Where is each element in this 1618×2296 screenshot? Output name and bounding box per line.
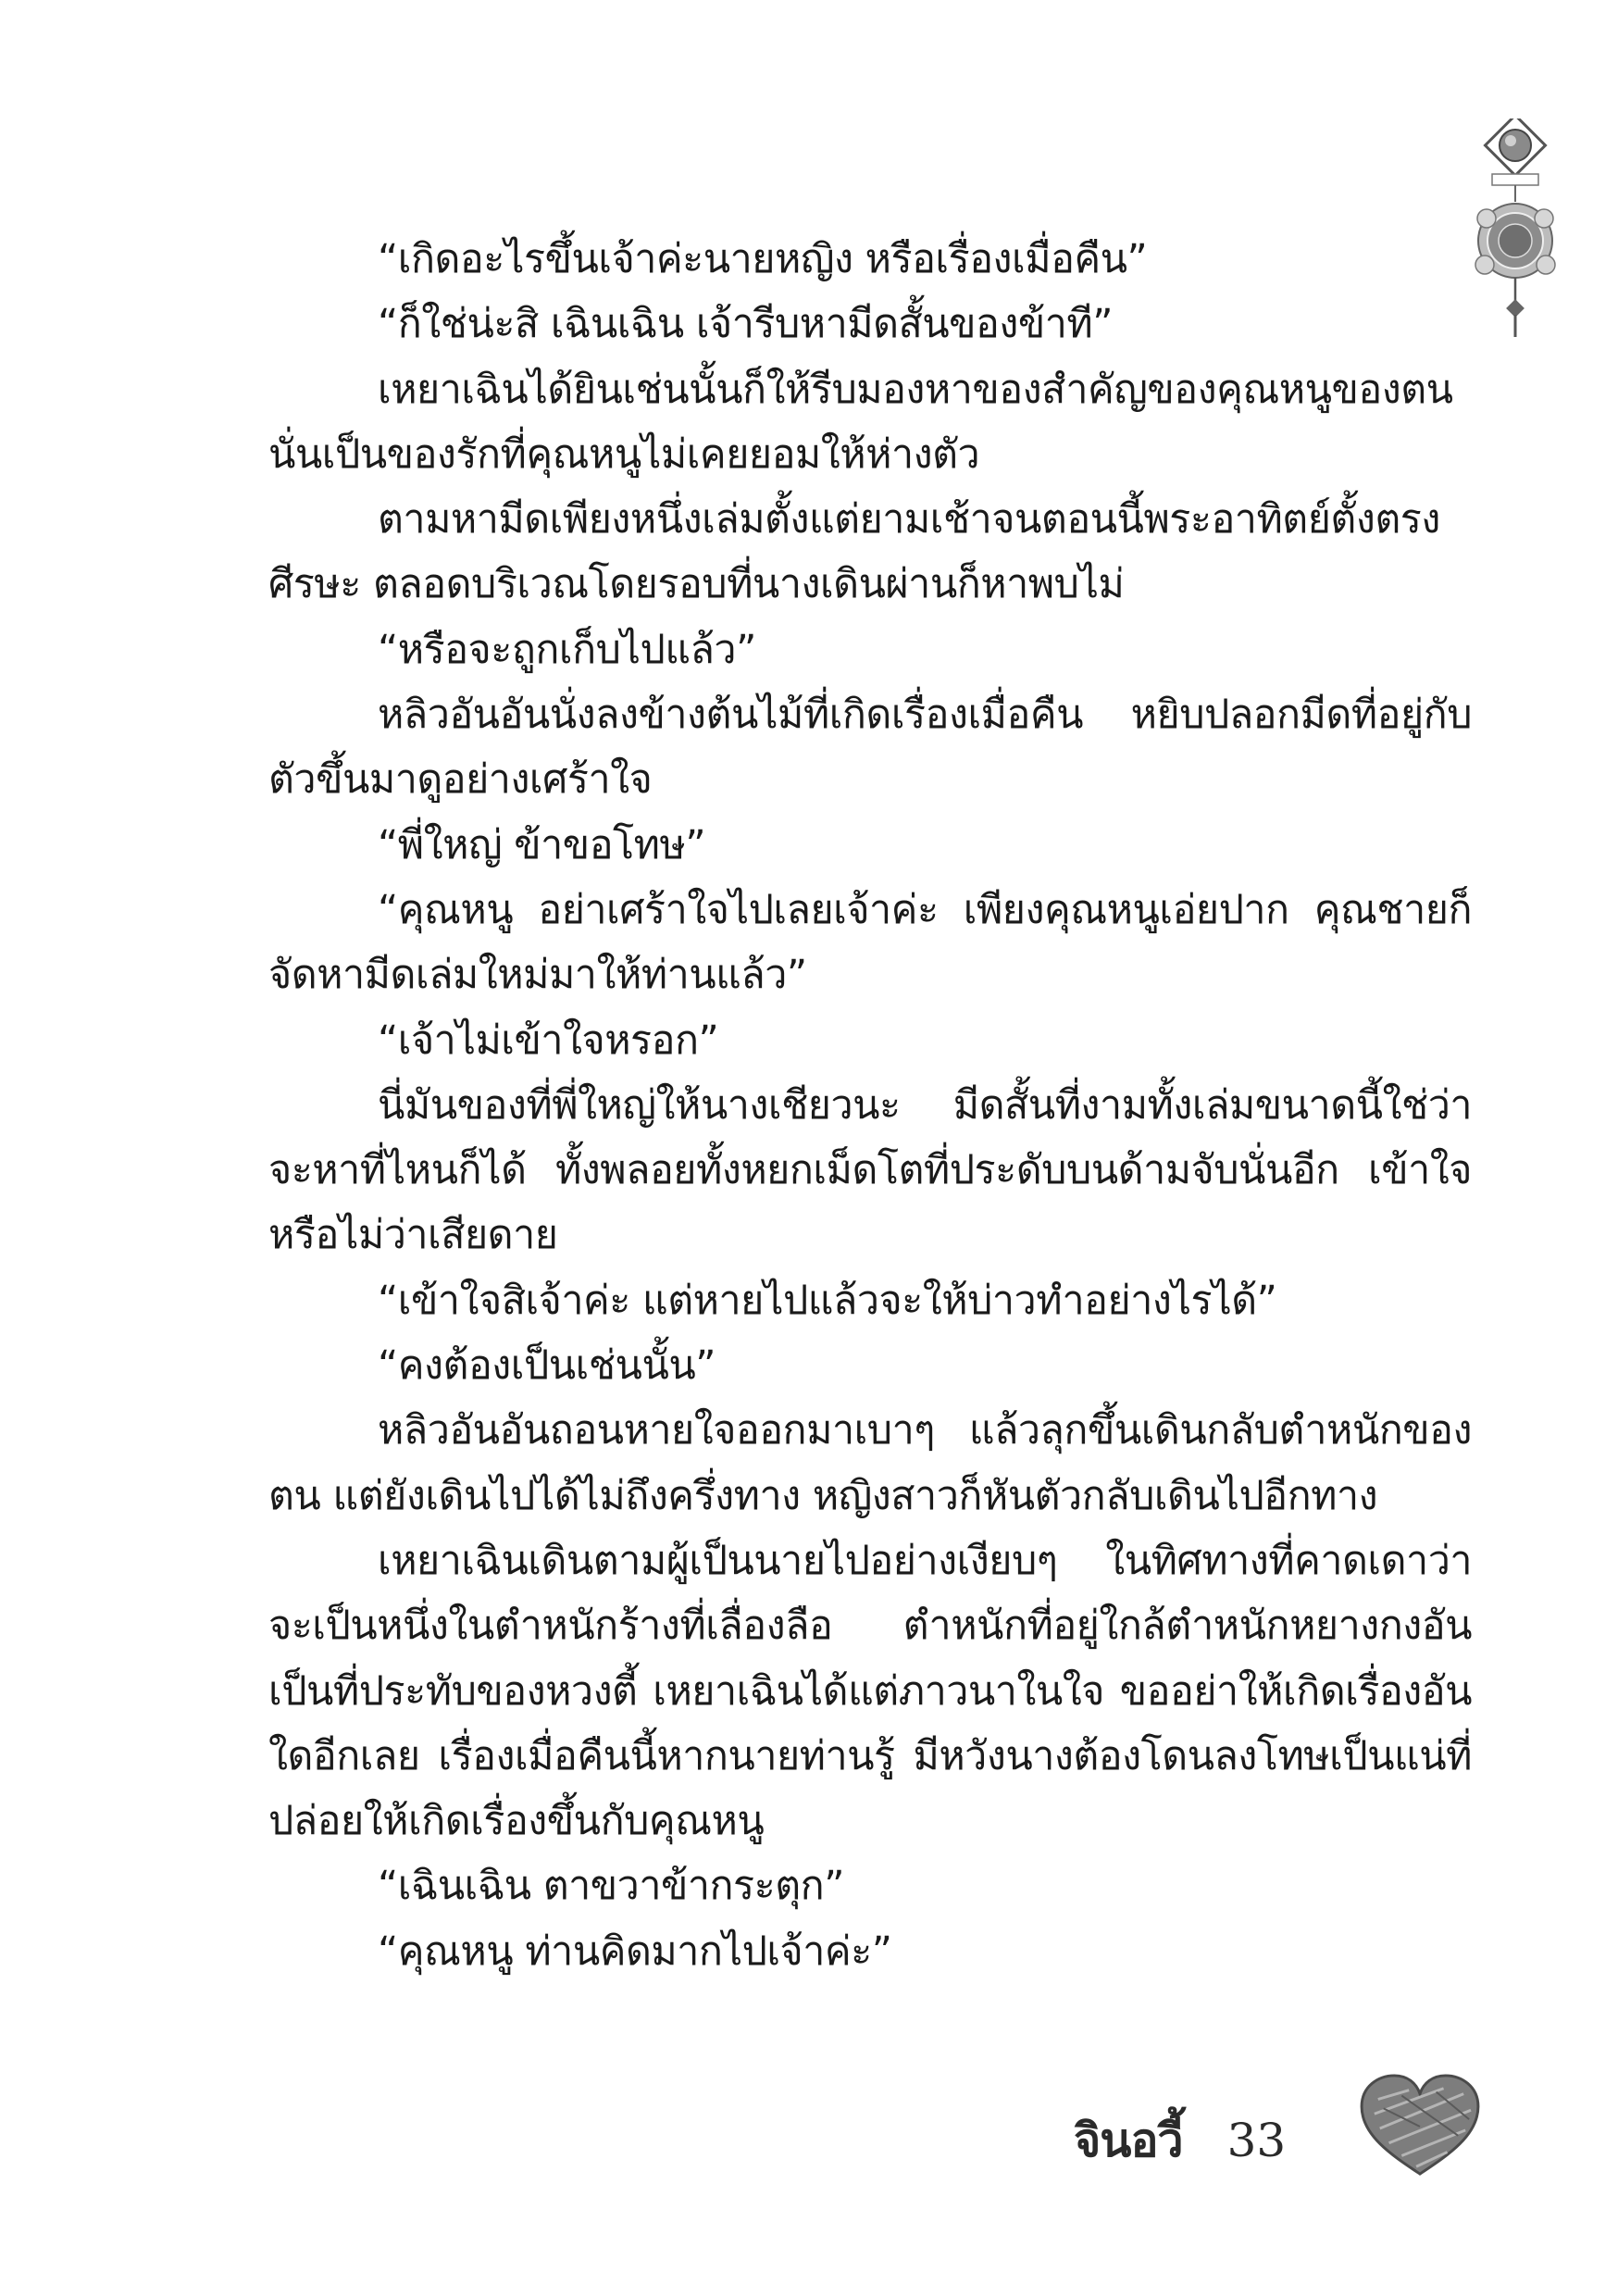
paragraph: “คงต้องเป็นเช่นนั้น” (378, 1342, 716, 1390)
paragraph: เหยาเฉินเดินตามผู้เป็นนายไปอย่างเงียบๆ ในทิศทางที่คาดเดาว่าจะเป็นหนึ่งในตำหนักร้างที่เลื่องลือ ตำหนักที่อยู่ใกล้ตำหนักหยางกงอันเป็นที่ประทับของหวงตี้ เหยาเฉินได้แต่ภาวนาในใจ ขออย่าให้เกิดเรื่องอันใดอีกเลย เรื่องเมื่อคืนนี้หากนายท่านรู้ มีหวังนางต้องโดนลงโทษเป็นแน่ที่ปล่อยให้เกิดเรื่องขึ้นกับคุณหนู (268, 1537, 1472, 1845)
page-number: 33 (1226, 2114, 1287, 2167)
paragraph: “เกิดอะไรขึ้นเจ้าค่ะนายหญิง หรือเรื่องเมื่อคืน” (378, 236, 1148, 282)
paragraph: “เฉินเฉิน ตาขวาข้ากระตุก” (378, 1863, 844, 1910)
paragraph: “คุณหนู ท่านคิดมากไปเจ้าค่ะ” (378, 1928, 892, 1975)
paragraph: นี่มันของที่พี่ใหญ่ให้นางเชียวนะ มีดสั้นที่งามทั้งเล่มขนาดนี้ใช่ว่าจะหาที่ไหนก็ได้ ทั้งพลอยทั้งหยกเม็ดโตที่ประดับบนด้ามจับนั่นอีก เข้าใจหรือไม่ว่าเสียดาย (268, 1081, 1472, 1259)
paragraph: หลิวอันอันถอนหายใจออกมาเบาๆ แล้วลุกขึ้นเดินกลับตำหนักของตน แต่ยังเดินไปได้ไม่ถึงครึ่งทาง หญิงสาวก็หันตัวกลับเดินไปอีกทาง (268, 1407, 1472, 1519)
page-footer (1074, 2103, 1286, 2177)
body-text (268, 227, 1472, 1984)
paragraph: “เข้าใจสิเจ้าค่ะ แต่หายไปแล้วจะให้บ่าวทำอย่างไรได้” (378, 1277, 1277, 1324)
paragraph: “หรือจะถูกเก็บไปแล้ว” (378, 626, 756, 673)
paragraph: ตามหามีดเพียงหนึ่งเล่มตั้งแต่ยามเช้าจนตอนนี้พระอาทิตย์ตั้งตรงศีรษะ ตลอดบริเวณโดยรอบที่นางเดินผ่านก็หาพบไม่ (268, 496, 1440, 608)
book-title: จินอวี้ (1074, 2112, 1183, 2167)
paragraph: เหยาเฉินได้ยินเช่นนั้นก็ให้รีบมองหาของสำคัญของคุณหนูของตน นั่นเป็นของรักที่คุณหนูไม่เคยยอมให้ห่างตัว (268, 366, 1453, 478)
paragraph: “เจ้าไม่เข้าใจหรอก” (378, 1017, 719, 1064)
paragraph: “พี่ใหญ่ ข้าขอโทษ” (378, 821, 706, 868)
paragraph: “คุณหนู อย่าเศร้าใจไปเลยเจ้าค่ะ เพียงคุณหนูเอ่ยปาก คุณชายก็จัดหามีดเล่มใหม่มาให้ท่านแล้ว” (268, 886, 1472, 999)
paragraph: หลิวอันอันนั่งลงข้างต้นไม้ที่เกิดเรื่องเมื่อคืน หยิบปลอกมีดที่อยู่กับตัวขึ้นมาดูอย่างเศร้าใจ (268, 692, 1472, 804)
ornament-icon (1474, 119, 1557, 341)
heart-icon (1356, 2072, 1484, 2181)
paragraph: “ก็ใช่น่ะสิ เฉินเฉิน เจ้ารีบหามีดสั้นของข้าที” (378, 301, 1114, 348)
